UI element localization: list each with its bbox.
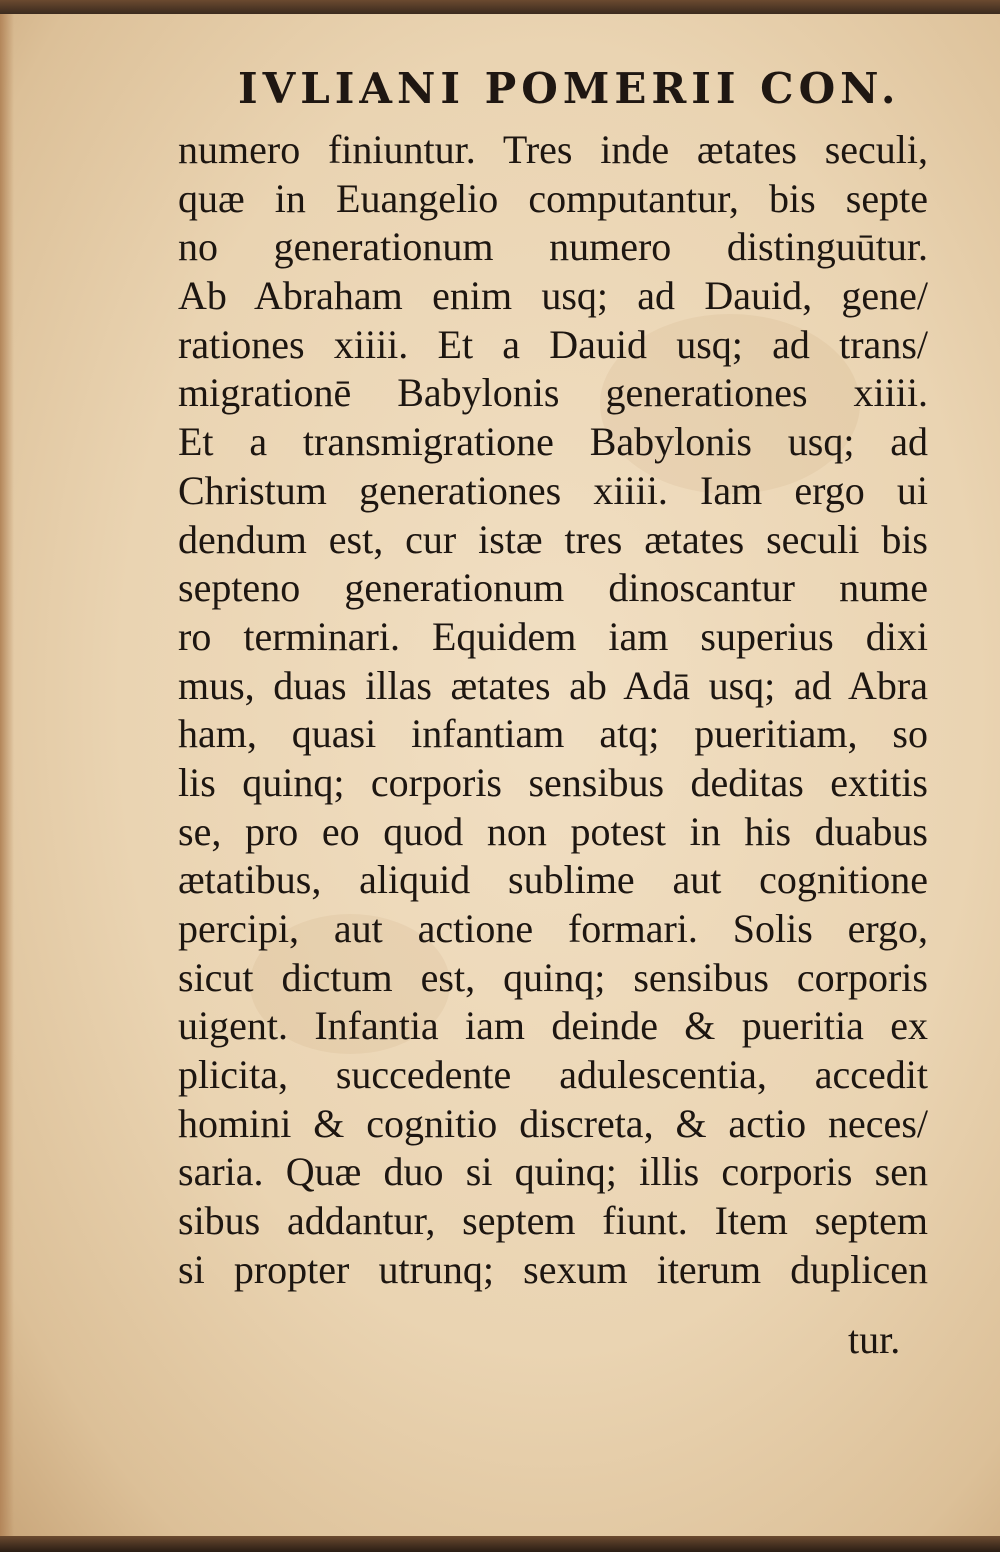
running-head: IVLIANI POMERII CON. (238, 64, 901, 113)
text-line: septeno generationum dinoscantur nume (178, 565, 928, 611)
bottom-edge (0, 1536, 1000, 1552)
text-line: se, pro eo quod non potest in his duabus (178, 808, 928, 854)
text-line: homini & cognitio discreta, & actio neces/ (178, 1100, 928, 1146)
text-line: ham, quasi infantiam atq; pueritiam, so (178, 711, 928, 757)
text-line: saria. Quæ duo si quinq; illis corporis sen (178, 1149, 928, 1195)
text-line: Et a transmigratione Babylonis usq; ad (178, 419, 928, 465)
text-line: numero finiuntur. Tres inde ætates seculi, (178, 127, 928, 172)
text-line: plicita, succedente adulescentia, accedit (178, 1052, 928, 1098)
text-line: sicut dictum est, quinq; sensibus corporis (178, 954, 928, 1000)
text-line: quæ in Euangelio computantur, bis septe (178, 175, 928, 221)
text-line: percipi, aut actione formari. Solis ergo, (178, 906, 928, 951)
text-line: sibus addantur, septem fiunt. Item septem (178, 1198, 928, 1244)
text-line: dendum est, cur istæ tres ætates seculi bis (178, 516, 928, 562)
text-line: rationes xiiii. Et a Dauid usq; ad trans/ (178, 321, 928, 367)
book-page (0, 14, 1000, 1536)
text-line: lis quinq; corporis sensibus deditas extitis (178, 759, 928, 805)
text-line: mus, duas illas ætates ab Adā usq; ad Abra (178, 662, 928, 708)
text-line: no generationum numero distinguūtur. (178, 224, 928, 270)
text-line: uigent. Infantia iam deinde & pueritia ex (178, 1003, 928, 1049)
body-text (178, 126, 928, 1295)
text-line: Christum generationes xiiii. Iam ergo ui (178, 467, 928, 513)
text-line: migrationē Babylonis generationes xiiii. (178, 370, 928, 416)
catchword: tur. (848, 1317, 901, 1362)
text-line: si propter utrunq; sexum iterum duplicen (178, 1246, 928, 1292)
text-line: Ab Abraham enim usq; ad Dauid, gene/ (178, 273, 928, 319)
top-edge (0, 0, 1000, 14)
text-line: ro terminari. Equidem iam superius dixi (178, 613, 928, 659)
page-gutter-shadow (0, 14, 14, 1536)
text-line: ætatibus, aliquid sublime aut cognitione (178, 857, 928, 903)
